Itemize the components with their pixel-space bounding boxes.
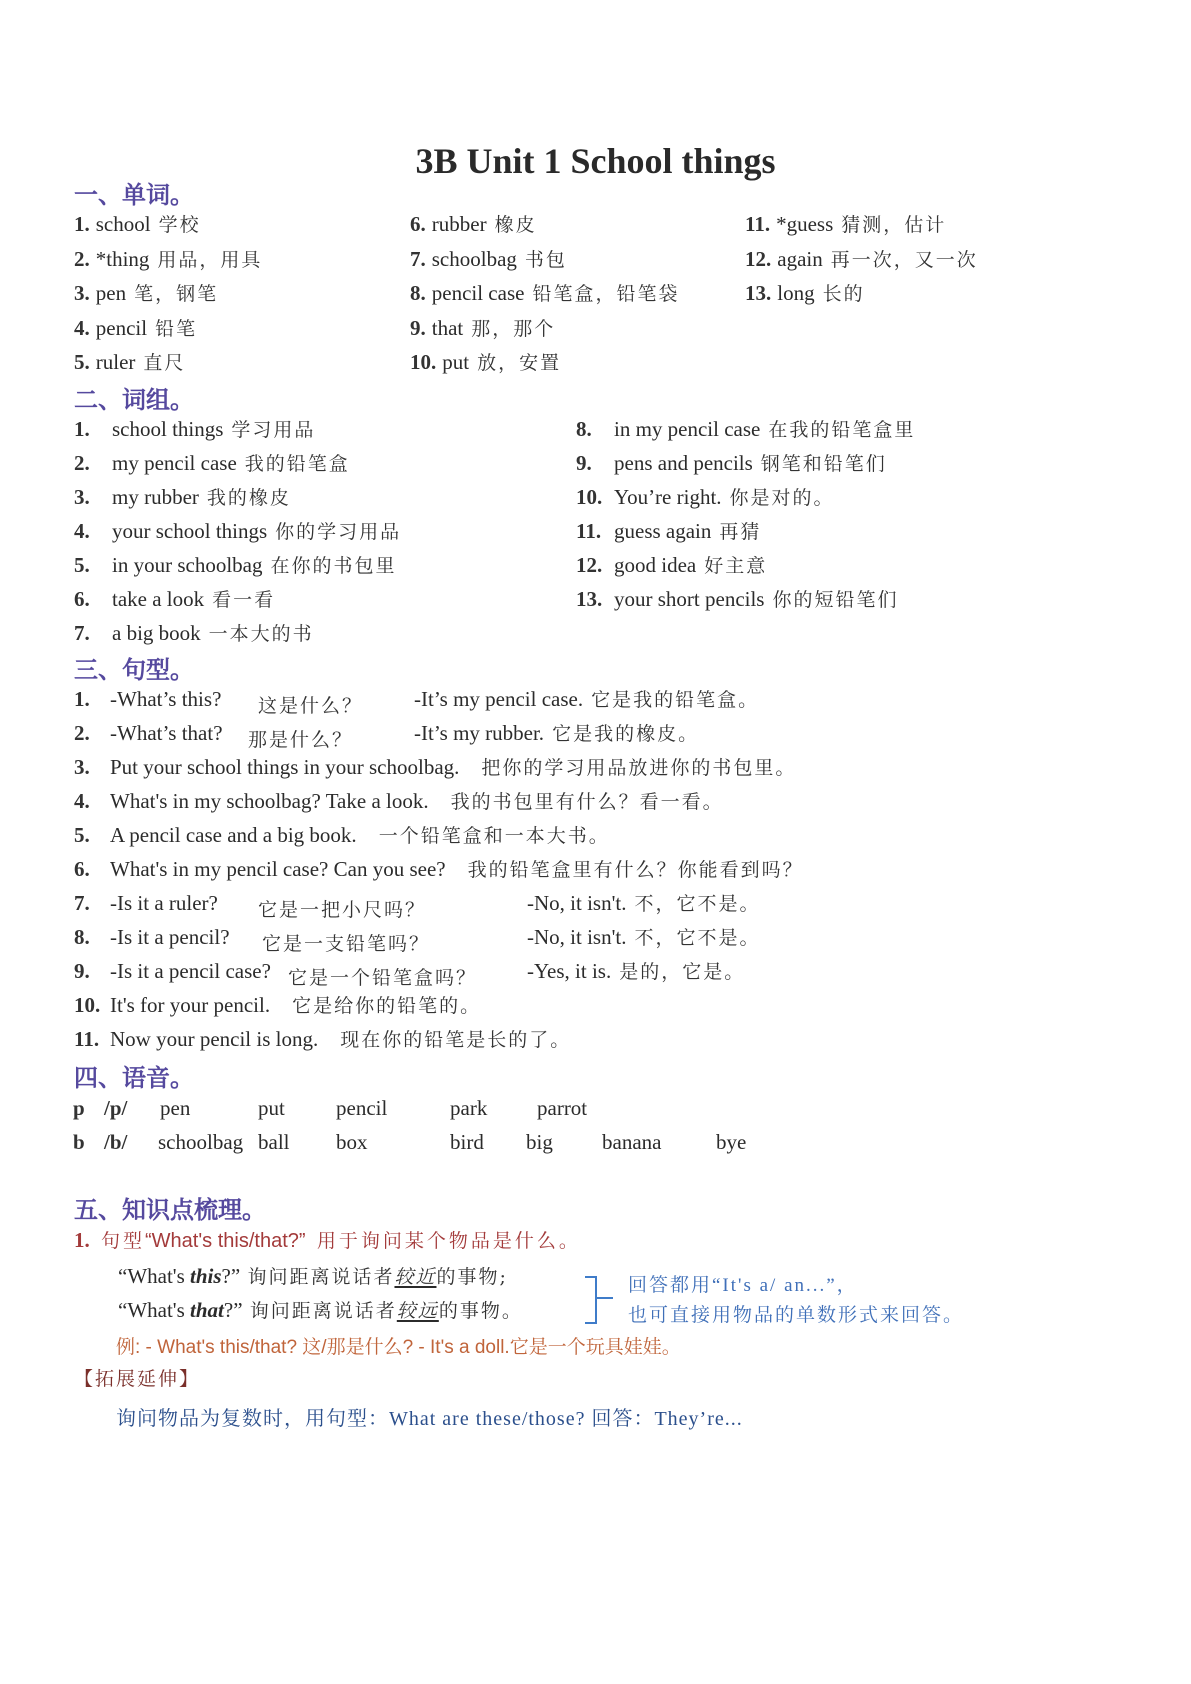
page-title: 3B Unit 1 School things [415,141,776,181]
brace-tick-icon [597,1297,613,1299]
sentence-question-zh: 这是什么？ [258,695,364,717]
note-point-1: 1. 句型“What's this/that?” 用于询问某个物品是什么。 [74,1228,581,1252]
phrase-item: 13. your short pencils 你的短铅笔们 [576,587,899,611]
phrase-item: 4. your school things 你的学习用品 [74,519,402,543]
sentence-item: 2. -What’s that? [74,721,223,745]
sentence-answer: -It’s my pencil case. 它是我的铅笔盒。 [414,687,760,711]
sentence-item: 5. A pencil case and a big book. 一个铅笔盒和一本大书。 [74,823,610,847]
vocab-item: 9. that 那，那个 [410,315,556,340]
sentence-answer: -It’s my rubber. 它是我的橡皮。 [414,721,700,745]
extension-label: 【拓展延伸】 [74,1368,201,1390]
phonics-letter: b [73,1130,85,1154]
phrase-item: 12. good idea 好主意 [576,553,768,577]
phrase-item: 6. take a look 看一看 [74,587,276,611]
phonics-word: parrot [537,1096,588,1120]
sentence-question-zh: 它是一个铅笔盒吗？ [288,967,478,989]
note-line-this: “What's this?” 询问距离说话者较近的事物; [118,1264,508,1288]
phonics-word: schoolbag [158,1130,244,1154]
phrase-item: 9. pens and pencils 钢笔和铅笔们 [576,451,887,475]
phrase-item: 1. school things 学习用品 [74,417,316,441]
phrase-item: 3. my rubber 我的橡皮 [74,485,291,509]
extension-text: 询问物品为复数时，用句型：What are these/those? 回答：They’re... [116,1408,743,1430]
phrase-item: 7. a big book 一本大的书 [74,621,314,645]
phonics-word: put [258,1096,285,1120]
phonics-word: pencil [336,1096,388,1120]
vocab-item: 11. *guess 猜测，估计 [745,212,947,236]
sentence-item: 6. What's in my pencil case? Can you see? 我的铅笔盒里有什么？你能看到吗？ [74,857,804,881]
phonics-word: pen [160,1096,191,1120]
sentence-answer: -Yes, it is. 是的，它是。 [527,959,746,983]
section-heading-phonics: 四、语音。 [74,1064,194,1092]
phrase-item: 2. my pencil case 我的铅笔盒 [74,451,350,475]
phonics-word: ball [258,1130,290,1154]
phrase-item: 5. in your schoolbag 在你的书包里 [74,553,397,577]
section-heading-notes: 五、知识点梳理。 [74,1196,266,1224]
vocab-item: 5. ruler 直尺 [74,350,186,374]
phonics-letter: p [73,1096,85,1120]
phonics-word: box [336,1130,368,1154]
phrase-item: 11. guess again 再猜 [576,519,762,543]
sentence-item: 7. -Is it a ruler? [74,891,218,915]
vocab-item: 8. pencil case 铅笔盒，铅笔袋 [410,281,680,305]
phrase-item: 10. You’re right. 你是对的。 [576,485,835,509]
phonics-sound: /p/ [104,1096,128,1120]
phonics-word: big [526,1130,553,1154]
sentence-item: 1. -What’s this? [74,687,222,711]
section-heading-sentences: 三、句型。 [74,656,194,684]
sentence-item: 9. -Is it a pencil case? [74,959,271,983]
vocab-item: 10. put 放，安置 [410,350,562,374]
note-answer-line-1: 回答都用“It's a/ an...”， [628,1275,858,1296]
phonics-word: bird [450,1130,484,1154]
phonics-sound: /b/ [104,1130,128,1154]
vocab-item: 13. long 长的 [745,281,865,305]
vocab-item: 1. school 学校 [74,212,201,236]
sentence-item: 10. It's for your pencil. 它是给你的铅笔的。 [74,993,482,1017]
note-line-that: “What's that?” 询问距离说话者较远的事物。 [118,1298,523,1322]
vocab-item: 7. schoolbag 书包 [410,246,567,271]
sentence-item: 4. What's in my schoolbag? Take a look. 我的书包里有什么？看一看。 [74,789,724,813]
sentence-question-zh: 那是什么？ [248,729,354,751]
section-heading-vocab: 一、单词。 [74,181,194,209]
note-example: 例: - What's this/that? 这/那是什么? - It's a doll.它是一个玩具娃娃。 [116,1337,681,1358]
phonics-word: banana [602,1130,662,1154]
section-heading-phrases: 二、词组。 [74,386,194,414]
sentence-item: 11. Now your pencil is long. 现在你的铅笔是长的了。 [74,1027,572,1051]
vocab-item: 3. pen 笔，钢笔 [74,281,219,305]
sentence-item: 3. Put your school things in your schoolbag. 把你的学习用品放进你的书包里。 [74,755,797,779]
sentence-question-zh: 它是一把小尺吗？ [258,899,427,921]
sentence-question-zh: 它是一支铅笔吗？ [262,933,431,955]
vocab-item: 6. rubber 橡皮 [410,212,537,236]
phonics-word: bye [716,1130,747,1154]
vocab-item: 4. pencil 铅笔 [74,315,198,340]
sentence-answer: -No, it isn't. 不，它不是。 [527,925,761,949]
vocab-item: 12. again 再一次，又一次 [745,246,978,271]
phonics-word: park [450,1096,488,1120]
phrase-item: 8. in my pencil case 在我的铅笔盒里 [576,417,916,441]
sentence-answer: -No, it isn't. 不，它不是。 [527,891,761,915]
vocab-item: 2. *thing 用品，用具 [74,246,263,271]
note-answer-line-2: 也可直接用物品的单数形式来回答。 [628,1305,965,1326]
sentence-item: 8. -Is it a pencil? [74,925,230,949]
brace-icon [585,1276,597,1324]
